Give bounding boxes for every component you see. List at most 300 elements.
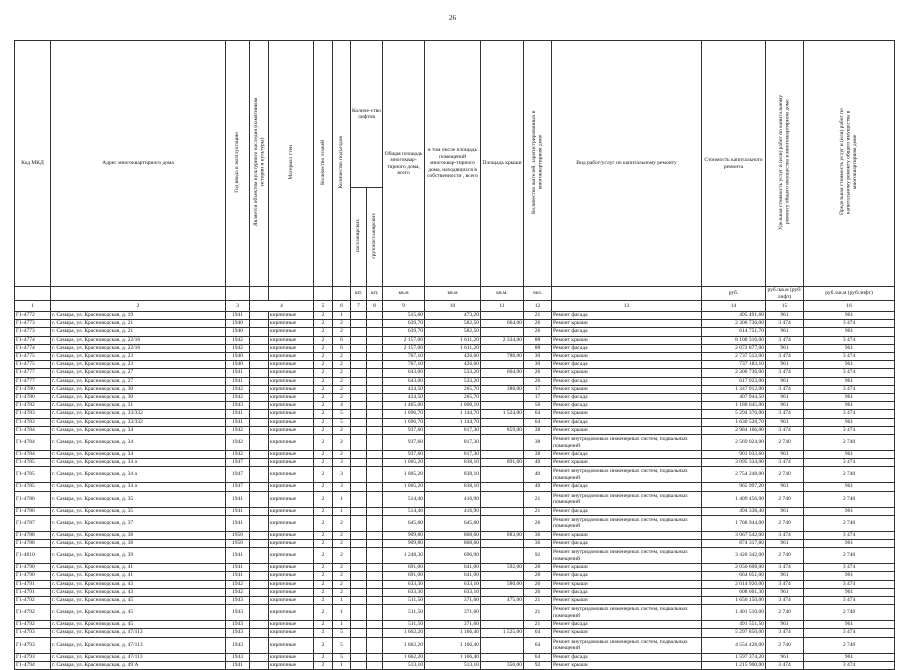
table-cell: [481, 507, 524, 515]
table-cell: г. Самара, ул. Красноводская, д. 21: [51, 320, 226, 328]
table-cell: г. Самара, ул. Красноводская, д. 45: [51, 621, 226, 629]
table-cell: 56: [524, 402, 552, 410]
table-cell: 1 650 150,00: [702, 597, 766, 605]
unit-cell: [314, 287, 333, 301]
table-cell: кирпичные: [269, 451, 314, 459]
table-cell: 5: [333, 418, 351, 426]
header-lifts: Количе-ство лифтов: [351, 41, 383, 188]
unit-cell: кв.м: [383, 287, 425, 301]
column-number: 11: [481, 301, 524, 312]
table-cell: Г1-4785: [15, 483, 51, 491]
table-cell: 36: [524, 540, 552, 548]
table-cell: 2: [333, 564, 351, 572]
header-total-area: Общая площадь многоквар-тирного дома, всего: [383, 41, 425, 287]
table-cell: [250, 491, 269, 507]
table-cell: 961: [766, 402, 804, 410]
header-lifts-freight: грузопассажирских: [371, 212, 378, 259]
table-cell: 2: [333, 451, 351, 459]
table-cell: Г1-4784: [15, 435, 51, 451]
table-cell: [367, 451, 383, 459]
table-cell: [250, 426, 269, 434]
table-cell: 2: [314, 426, 333, 434]
table-cell: [367, 369, 383, 377]
table-cell: 3 474: [766, 459, 804, 467]
table-row: [15, 540, 895, 548]
table-cell: Ремонт внутридомовых инженерных систем, подвальных помещений: [552, 515, 702, 531]
table-cell: 2: [333, 540, 351, 548]
table-cell: [351, 580, 367, 588]
table-cell: [367, 491, 383, 507]
table-cell: Г1-4794: [15, 661, 51, 669]
table-cell: [250, 531, 269, 539]
table-cell: 961: [766, 540, 804, 548]
table-cell: кирпичные: [269, 580, 314, 588]
table-cell: 426,60: [425, 353, 481, 361]
column-number: 5: [314, 301, 333, 312]
table-cell: Г1-4810: [15, 548, 51, 564]
table-cell: 1941: [226, 548, 250, 564]
table-cell: 2: [314, 491, 333, 507]
table-cell: 639,70: [383, 320, 425, 328]
table-cell: 5 294 376,00: [702, 410, 766, 418]
table-cell: 633,10: [425, 580, 481, 588]
table-cell: [481, 540, 524, 548]
table-cell: 21: [524, 597, 552, 605]
table-cell: [367, 483, 383, 491]
table-cell: 3 474: [766, 629, 804, 637]
table-cell: 473,20: [425, 312, 481, 320]
table-cell: 424,50: [383, 394, 425, 402]
table-cell: 961: [766, 377, 804, 385]
header-wall-material: Материал стен: [287, 144, 294, 180]
table-cell: 817,30: [425, 426, 481, 434]
table-cell: 6: [333, 336, 351, 344]
table-cell: 2: [314, 564, 333, 572]
table-cell: 961: [766, 621, 804, 629]
table-cell: 1941: [226, 491, 250, 507]
table-cell: 3 420 342,00: [702, 548, 766, 564]
unit-cell: кв.м.: [481, 287, 524, 301]
table-cell: 3 474: [804, 564, 895, 572]
table-cell: [351, 377, 367, 385]
table-cell: кирпичные: [269, 320, 314, 328]
table-cell: г. Самара, ул. Красноводская, д. 45: [51, 597, 226, 605]
table-cell: 5: [333, 653, 351, 661]
table-cell: 643,00: [383, 369, 425, 377]
unit-cell: [226, 287, 250, 301]
table-cell: 26: [524, 328, 552, 336]
table-cell: [250, 540, 269, 548]
table-cell: [351, 564, 367, 572]
table-cell: 909,80: [383, 540, 425, 548]
table-cell: [250, 572, 269, 580]
table-cell: [367, 605, 383, 621]
table-cell: 961: [766, 328, 804, 336]
table-cell: [351, 361, 367, 369]
table-cell: Г1-4786: [15, 491, 51, 507]
table-cell: [250, 661, 269, 669]
column-number: 3: [226, 301, 250, 312]
table-cell: 2 740: [766, 548, 804, 564]
table-cell: 1 166,40: [425, 653, 481, 661]
table-cell: 2: [333, 361, 351, 369]
table-cell: г. Самара, ул. Красноводская, д. 21: [51, 328, 226, 336]
table-cell: [250, 353, 269, 361]
table-cell: [250, 621, 269, 629]
table-cell: 5: [333, 637, 351, 653]
table-cell: 838,10: [425, 467, 481, 483]
table-cell: Ремонт внутридомовых инженерных систем, подвальных помещений: [552, 637, 702, 653]
table-cell: 645,60: [425, 515, 481, 531]
table-cell: Г1-4782: [15, 402, 51, 410]
table-cell: Г1-4792: [15, 597, 51, 605]
table-cell: 664 051,00: [702, 572, 766, 580]
table-cell: Г1-4793: [15, 653, 51, 661]
table-cell: Г1-4791: [15, 588, 51, 596]
table-cell: Ремонт крыши: [552, 320, 702, 328]
table-cell: [351, 661, 367, 669]
table-cell: 1 630 528,70: [702, 418, 766, 426]
table-cell: Г1-4773: [15, 328, 51, 336]
table-cell: 1943: [226, 653, 250, 661]
table-cell: 2: [314, 402, 333, 410]
unit-cell: чел.: [524, 287, 552, 301]
table-cell: Г1-4783: [15, 418, 51, 426]
table-cell: 2: [314, 410, 333, 418]
table-cell: 2: [314, 540, 333, 548]
table-cell: Г1-4793: [15, 629, 51, 637]
table-cell: [481, 572, 524, 580]
table-cell: кирпичные: [269, 661, 314, 669]
table-cell: [367, 459, 383, 467]
table-cell: 2: [314, 344, 333, 352]
table-cell: 1941: [226, 507, 250, 515]
table-cell: 1942: [226, 385, 250, 393]
table-row: [15, 629, 895, 637]
table-cell: [250, 548, 269, 564]
table-cell: [250, 377, 269, 385]
table-cell: 961: [804, 361, 895, 369]
table-cell: 3: [333, 459, 351, 467]
table-cell: 1941: [226, 515, 250, 531]
table-cell: 961: [766, 572, 804, 580]
table-cell: 3 474: [804, 410, 895, 418]
table-cell: 2: [333, 572, 351, 580]
table-cell: [351, 353, 367, 361]
table-cell: 494 338,40: [702, 507, 766, 515]
table-cell: 2: [314, 361, 333, 369]
table-cell: кирпичные: [269, 572, 314, 580]
table-cell: [481, 418, 524, 426]
table-cell: 961: [804, 621, 895, 629]
table-cell: [351, 394, 367, 402]
table-cell: 92: [524, 548, 552, 564]
table-cell: 511,50: [383, 597, 425, 605]
table-cell: кирпичные: [269, 507, 314, 515]
table-cell: 1 662,20: [383, 637, 425, 653]
unit-cell: шт.: [351, 287, 367, 301]
table-cell: Г1-4790: [15, 564, 51, 572]
table-cell: 2: [314, 605, 333, 621]
table-cell: 643,00: [383, 377, 425, 385]
table-cell: 1 696,70: [383, 410, 425, 418]
table-cell: г. Самара, ул. Красноводская, д. 47/113: [51, 637, 226, 653]
table-cell: 961: [766, 361, 804, 369]
table-cell: 28: [524, 564, 552, 572]
table-cell: Ремонт фасада: [552, 507, 702, 515]
table-cell: 1942: [226, 394, 250, 402]
table-cell: г. Самара, ул. Красноводская, д. 43: [51, 580, 226, 588]
table-cell: Г1-4773: [15, 320, 51, 328]
table-cell: 639,70: [383, 328, 425, 336]
table-cell: [367, 629, 383, 637]
table-cell: [351, 344, 367, 352]
table-cell: Ремонт фасада: [552, 621, 702, 629]
table-cell: 30: [524, 353, 552, 361]
table-cell: 1: [333, 507, 351, 515]
table-cell: 901 033,60: [702, 451, 766, 459]
table-cell: [481, 653, 524, 661]
table-cell: 767,10: [383, 353, 425, 361]
table-cell: г. Самара, ул. Красноводская, д. 47/113: [51, 653, 226, 661]
table-cell: 2 740: [804, 435, 895, 451]
table-cell: 2 072 877,00: [702, 344, 766, 352]
table-cell: 641,00: [425, 564, 481, 572]
table-cell: Г1-4783: [15, 410, 51, 418]
table-cell: 1941: [226, 410, 250, 418]
table-cell: Г1-4786: [15, 507, 51, 515]
column-number: 15: [766, 301, 804, 312]
table-cell: г. Самара, ул. Красноводская, д. 34 а: [51, 483, 226, 491]
table-cell: [351, 540, 367, 548]
table-cell: 2: [333, 588, 351, 596]
table-cell: 1: [333, 605, 351, 621]
table-cell: 961: [804, 653, 895, 661]
header-residents: Количество жителей, зарегистрированных в многоквартирном доме: [531, 110, 544, 214]
table-cell: 2: [314, 572, 333, 580]
column-number: 13: [552, 301, 702, 312]
table-cell: [351, 410, 367, 418]
table-cell: 767,10: [383, 361, 425, 369]
table-cell: [250, 605, 269, 621]
table-cell: [250, 507, 269, 515]
table-cell: г. Самара, ул. Красноводская, д. 38: [51, 531, 226, 539]
table-cell: 3 067 542,00: [702, 531, 766, 539]
table-cell: 838,10: [425, 459, 481, 467]
table-cell: 817,30: [425, 435, 481, 451]
table-cell: [367, 336, 383, 344]
table-cell: 633,30: [383, 580, 425, 588]
table-cell: 1 008,10: [425, 402, 481, 410]
table-cell: 28: [524, 572, 552, 580]
header-max-cost: Предельная стоимость услуг и (или) работ по капитальному ремонту общего имущества в многоквартирном доме: [839, 108, 859, 216]
table-cell: 1: [333, 312, 351, 320]
table-cell: Г1-4790: [15, 572, 51, 580]
table-cell: 495 491,60: [702, 312, 766, 320]
table-cell: 3 474: [766, 385, 804, 393]
table-cell: [481, 344, 524, 352]
table-cell: 371,60: [425, 605, 481, 621]
table-cell: 1 166,40: [425, 629, 481, 637]
table-cell: г. Самара, ул. Красноводская, д. 35: [51, 507, 226, 515]
table-cell: Ремонт крыши: [552, 353, 702, 361]
table-cell: г. Самара, ул. Красноводская, д. 34: [51, 426, 226, 434]
table-cell: кирпичные: [269, 410, 314, 418]
table-cell: 937,60: [383, 451, 425, 459]
table-cell: 2 740: [766, 467, 804, 483]
table-cell: [367, 467, 383, 483]
table-cell: 533,20: [425, 369, 481, 377]
table-cell: 961: [804, 418, 895, 426]
header-roof-area: Площадь крыши: [481, 41, 524, 287]
table-cell: г. Самара, ул. Красноводская, д. 23: [51, 353, 226, 361]
table-cell: 2: [333, 394, 351, 402]
table-cell: 17: [524, 394, 552, 402]
table-cell: г. Самара, ул. Красноводская, д. 30: [51, 394, 226, 402]
table-cell: Ремонт крыши: [552, 597, 702, 605]
table-cell: Ремонт внутридомовых инженерных систем, подвальных помещений: [552, 548, 702, 564]
table-cell: [367, 653, 383, 661]
unit-cell: руб./кв.м (руб/лифт): [804, 287, 895, 301]
table-cell: Г1-4775: [15, 361, 51, 369]
table-cell: 21: [524, 507, 552, 515]
table-cell: [367, 426, 383, 434]
table-cell: 1 005,20: [383, 459, 425, 467]
table-cell: 513,10: [383, 661, 425, 669]
table-row: [15, 459, 895, 467]
table-cell: 26: [524, 369, 552, 377]
table-cell: 1940: [226, 353, 250, 361]
table-cell: 3 474: [766, 320, 804, 328]
table-cell: кирпичные: [269, 637, 314, 653]
table-cell: кирпичные: [269, 312, 314, 320]
table-cell: [250, 588, 269, 596]
table-cell: г. Самара, ул. Красноводская, д. 33/332: [51, 418, 226, 426]
table-cell: 475,00: [481, 597, 524, 605]
table-cell: [367, 328, 383, 336]
table-cell: Ремонт крыши: [552, 629, 702, 637]
table-cell: 3 474: [766, 369, 804, 377]
table-cell: Г1-4777: [15, 369, 51, 377]
table-cell: 2 569 024,00: [702, 435, 766, 451]
table-cell: 2: [333, 515, 351, 531]
table-cell: [481, 588, 524, 596]
table-cell: 1 525,00: [481, 629, 524, 637]
table-cell: 21: [524, 605, 552, 621]
table-cell: 3 474: [804, 580, 895, 588]
table-cell: 1941: [226, 572, 250, 580]
table-cell: кирпичные: [269, 344, 314, 352]
unit-cell: руб./кв.м (руб/лифт): [767, 287, 802, 300]
table-cell: 3: [333, 467, 351, 483]
table-cell: Ремонт крыши: [552, 661, 702, 669]
table-cell: г. Самара, ул. Красноводская, д. 22/16: [51, 344, 226, 352]
table-cell: кирпичные: [269, 353, 314, 361]
table-cell: кирпичные: [269, 402, 314, 410]
table-cell: 350,00: [481, 661, 524, 669]
table-cell: [351, 336, 367, 344]
table-cell: [250, 410, 269, 418]
table-cell: [481, 435, 524, 451]
table-cell: [250, 344, 269, 352]
table-cell: 3 474: [804, 385, 895, 393]
table-cell: [351, 548, 367, 564]
table-cell: 2: [314, 467, 333, 483]
table-cell: 2: [314, 507, 333, 515]
table-row: [15, 515, 895, 531]
table-cell: 2: [314, 531, 333, 539]
table-cell: [351, 385, 367, 393]
table-cell: кирпичные: [269, 328, 314, 336]
table-cell: [367, 540, 383, 548]
table-cell: [250, 483, 269, 491]
table-cell: 1 144,70: [425, 410, 481, 418]
table-cell: 868,60: [425, 531, 481, 539]
table-cell: Г1-4788: [15, 531, 51, 539]
table-cell: 26: [524, 515, 552, 531]
table-cell: 2: [314, 369, 333, 377]
header-address: Адрес многоквартирного дома: [51, 41, 226, 287]
unit-cell: [269, 287, 314, 301]
table-cell: Г1-4785: [15, 459, 51, 467]
table-cell: Г1-4780: [15, 394, 51, 402]
table-cell: 868,60: [425, 540, 481, 548]
table-cell: Г1-4788: [15, 540, 51, 548]
table-cell: 2 306 736,00: [702, 320, 766, 328]
table-cell: кирпичные: [269, 515, 314, 531]
table-row: [15, 653, 895, 661]
table-cell: 1: [333, 661, 351, 669]
table-cell: Ремонт крыши: [552, 426, 702, 434]
table-cell: [351, 621, 367, 629]
table-cell: 691,00: [383, 572, 425, 580]
table-cell: 92: [524, 661, 552, 669]
table-cell: 2: [314, 377, 333, 385]
table-cell: 961: [766, 507, 804, 515]
page-number: 26: [449, 14, 456, 22]
table-cell: Г1-4792: [15, 621, 51, 629]
table-cell: 388,00: [481, 385, 524, 393]
table-cell: Г1-4787: [15, 515, 51, 531]
table-cell: [481, 605, 524, 621]
table-cell: 1947: [226, 467, 250, 483]
table-cell: 2 740: [804, 637, 895, 653]
table-cell: 265,70: [425, 385, 481, 393]
table-cell: г. Самара, ул. Красноводская, д. 30: [51, 385, 226, 393]
table-cell: [481, 377, 524, 385]
table-cell: 3 474: [804, 629, 895, 637]
table-cell: 582,50: [425, 320, 481, 328]
table-cell: [351, 653, 367, 661]
table-cell: [481, 515, 524, 531]
table-cell: [367, 361, 383, 369]
table-cell: 1943: [226, 402, 250, 410]
table-cell: Ремонт фасада: [552, 402, 702, 410]
table-cell: [481, 402, 524, 410]
table-cell: 533,20: [425, 377, 481, 385]
column-number: 14: [702, 301, 766, 312]
table-row: [15, 588, 895, 596]
table-cell: [351, 402, 367, 410]
table-cell: 4: [333, 402, 351, 410]
table-cell: г. Самара, ул. Красноводская, д. 34 а: [51, 467, 226, 483]
table-cell: 2: [314, 548, 333, 564]
table-cell: 1 768 944,00: [702, 515, 766, 531]
table-cell: 2: [314, 394, 333, 402]
table-cell: [351, 369, 367, 377]
table-cell: кирпичные: [269, 377, 314, 385]
table-cell: 2: [314, 312, 333, 320]
